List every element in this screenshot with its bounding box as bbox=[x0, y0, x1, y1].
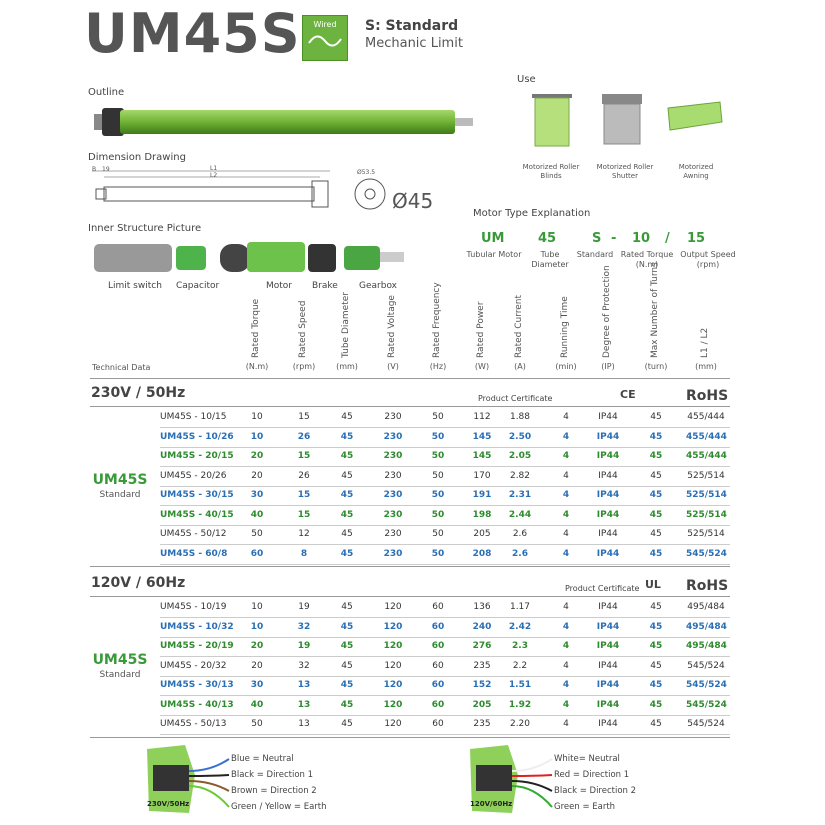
column-unit: (min) bbox=[555, 362, 577, 371]
value-cell: 230 bbox=[384, 470, 402, 481]
value-cell: 4 bbox=[562, 548, 570, 559]
group-end-rule bbox=[90, 566, 730, 567]
value-cell: 60 bbox=[431, 680, 445, 690]
roller-blind-image bbox=[528, 92, 576, 152]
value-cell: 545/524 bbox=[687, 660, 725, 671]
value-cell: 120 bbox=[383, 621, 403, 632]
value-cell: 15 bbox=[297, 509, 311, 520]
value-cell: 45 bbox=[340, 548, 354, 559]
value-cell: 45 bbox=[340, 699, 354, 710]
use-label-shutter: Motorized Roller Shutter bbox=[596, 163, 654, 180]
model-cell: UM45S - 20/26 bbox=[160, 470, 227, 481]
value-cell: 145 bbox=[472, 431, 492, 442]
value-cell: 45 bbox=[649, 680, 663, 690]
column-unit: (rpm) bbox=[292, 362, 316, 371]
table-row bbox=[160, 506, 730, 526]
value-cell: 45 bbox=[650, 660, 662, 671]
value-cell: 15 bbox=[297, 490, 311, 500]
value-cell: 230 bbox=[384, 412, 402, 422]
value-cell: 45 bbox=[649, 621, 663, 632]
model-cell: UM45S - 10/32 bbox=[160, 621, 234, 632]
value-cell: 10 bbox=[251, 602, 263, 612]
value-cell: 120 bbox=[383, 699, 403, 710]
value-cell: 45 bbox=[341, 602, 353, 612]
certificate-mark: RoHS bbox=[686, 388, 729, 404]
value-cell: 50 bbox=[251, 719, 263, 729]
value-cell: 525/514 bbox=[686, 509, 727, 520]
value-cell: 10 bbox=[250, 621, 264, 632]
value-cell: 45 bbox=[649, 431, 663, 442]
table-row bbox=[160, 545, 730, 565]
motor-type-heading: Motor Type Explanation bbox=[473, 208, 591, 219]
label-tubular-motor: Tubular Motor bbox=[466, 250, 522, 259]
value-cell: 2.6 bbox=[512, 548, 528, 559]
value-cell: 2.42 bbox=[508, 621, 532, 632]
table-row bbox=[160, 408, 730, 428]
value-cell: 2.44 bbox=[508, 509, 532, 520]
value-cell: 20 bbox=[251, 660, 263, 671]
value-cell: 10 bbox=[251, 412, 263, 422]
value-cell: 45 bbox=[341, 660, 353, 671]
certificate-mark: RoHS bbox=[686, 578, 729, 594]
value-cell: 50 bbox=[432, 529, 444, 539]
column-unit: (turn) bbox=[644, 362, 668, 371]
value-cell: IP44 bbox=[598, 529, 618, 539]
value-cell: 45 bbox=[340, 509, 354, 520]
column-unit: (N.m) bbox=[245, 362, 269, 371]
value-cell: 495/484 bbox=[686, 641, 727, 651]
value-cell: IP44 bbox=[598, 602, 618, 612]
group-rule bbox=[90, 596, 730, 597]
value-cell: 45 bbox=[340, 451, 354, 461]
value-cell: 205 bbox=[473, 529, 491, 539]
dimension-heading: Dimension Drawing bbox=[88, 152, 186, 163]
value-cell: 525/514 bbox=[687, 470, 725, 481]
model-cell: UM45S - 20/15 bbox=[160, 451, 234, 461]
value-cell: 2.20 bbox=[509, 719, 531, 729]
model-cell: UM45S - 40/15 bbox=[160, 509, 234, 520]
value-cell: 50 bbox=[432, 470, 444, 481]
value-cell: 198 bbox=[472, 509, 492, 520]
code-slash: / bbox=[665, 231, 670, 246]
motor-outline-image bbox=[90, 102, 480, 142]
model-cell: UM45S - 10/19 bbox=[160, 602, 227, 612]
value-cell: 1.17 bbox=[509, 602, 531, 612]
value-cell: 45 bbox=[341, 470, 353, 481]
model-cell: UM45S - 50/12 bbox=[160, 529, 227, 539]
value-cell: 32 bbox=[298, 660, 310, 671]
wire-label: Red = Direction 1 bbox=[554, 770, 630, 780]
value-cell: 4 bbox=[562, 641, 570, 651]
wire-label: Black = Direction 2 bbox=[554, 786, 637, 796]
value-cell: 545/524 bbox=[686, 680, 727, 690]
value-cell: 15 bbox=[297, 451, 311, 461]
value-cell: 230 bbox=[383, 490, 403, 500]
value-cell: 4 bbox=[563, 602, 569, 612]
roller-shutter-image bbox=[598, 92, 646, 152]
value-cell: 60 bbox=[431, 699, 445, 710]
column-unit: (W) bbox=[474, 362, 490, 371]
value-cell: IP44 bbox=[596, 490, 620, 500]
part-capacitor: Capacitor bbox=[176, 281, 220, 291]
end-view-drawing bbox=[352, 176, 388, 212]
table-row bbox=[160, 598, 730, 618]
column-header: Rated Torque bbox=[251, 298, 261, 358]
value-cell: 45 bbox=[341, 412, 353, 422]
value-cell: 120 bbox=[383, 641, 403, 651]
value-cell: 2.6 bbox=[512, 529, 528, 539]
value-cell: 45 bbox=[650, 719, 662, 729]
value-cell: IP44 bbox=[596, 680, 620, 690]
column-unit: (mm) bbox=[336, 362, 358, 371]
code-10: 10 bbox=[632, 231, 651, 246]
value-cell: 45 bbox=[650, 412, 662, 422]
label-tube-diameter: Tube Diameter bbox=[531, 250, 569, 269]
label-output-speed: Output Speed (rpm) bbox=[680, 250, 736, 269]
value-cell: 120 bbox=[383, 680, 403, 690]
value-cell: 45 bbox=[340, 680, 354, 690]
column-unit: (mm) bbox=[695, 362, 717, 371]
model-cell: UM45S - 20/32 bbox=[160, 660, 227, 671]
value-cell: 230 bbox=[383, 451, 403, 461]
value-cell: 19 bbox=[297, 641, 311, 651]
table-row bbox=[160, 467, 730, 487]
value-cell: 12 bbox=[298, 529, 310, 539]
value-cell: 20 bbox=[250, 451, 264, 461]
value-cell: 60 bbox=[432, 719, 444, 729]
inner-heading: Inner Structure Picture bbox=[88, 223, 202, 234]
column-header: L1 / L2 bbox=[700, 327, 710, 358]
value-cell: 525/514 bbox=[686, 490, 727, 500]
group-brand-sub: Standard bbox=[99, 490, 141, 500]
group-end-rule bbox=[90, 737, 730, 738]
value-cell: IP44 bbox=[598, 719, 618, 729]
value-cell: 170 bbox=[473, 470, 491, 481]
wire-label: Blue = Neutral bbox=[231, 754, 294, 764]
column-header: Rated Current bbox=[514, 294, 524, 358]
value-cell: 45 bbox=[650, 529, 662, 539]
value-cell: 4 bbox=[562, 621, 570, 632]
use-label-awning: Motorized Awning bbox=[678, 163, 714, 180]
value-cell: 30 bbox=[250, 490, 264, 500]
value-cell: IP44 bbox=[596, 509, 620, 520]
value-cell: 32 bbox=[297, 621, 311, 632]
value-cell: IP44 bbox=[596, 451, 620, 461]
group-brand: UM45S bbox=[92, 472, 148, 488]
table-row bbox=[160, 637, 730, 657]
wire-label: Brown = Direction 2 bbox=[231, 786, 317, 796]
value-cell: 50 bbox=[431, 548, 445, 559]
value-cell: 495/484 bbox=[686, 621, 727, 632]
code-45: 45 bbox=[538, 231, 557, 246]
value-cell: IP44 bbox=[596, 431, 620, 442]
column-unit: (IP) bbox=[601, 362, 615, 371]
value-cell: 60 bbox=[432, 602, 444, 612]
value-cell: 45 bbox=[649, 699, 663, 710]
table-row bbox=[160, 715, 730, 735]
model-cell: UM45S - 10/26 bbox=[160, 431, 234, 442]
wire-label: Black = Direction 1 bbox=[231, 770, 314, 780]
value-cell: IP44 bbox=[596, 548, 620, 559]
value-cell: 4 bbox=[562, 699, 570, 710]
dim-l2-label: L2 bbox=[210, 172, 218, 179]
value-cell: 4 bbox=[563, 529, 569, 539]
value-cell: 45 bbox=[340, 431, 354, 442]
value-cell: 455/444 bbox=[686, 431, 727, 442]
value-cell: 45 bbox=[650, 470, 662, 481]
model-cell: UM45S - 30/15 bbox=[160, 490, 234, 500]
certificate-mark: UL bbox=[645, 578, 661, 591]
voltage-heading: 120V / 60Hz bbox=[91, 575, 186, 591]
value-cell: 60 bbox=[431, 621, 445, 632]
model-cell: UM45S - 50/13 bbox=[160, 719, 227, 729]
value-cell: 45 bbox=[341, 719, 353, 729]
value-cell: 15 bbox=[298, 412, 310, 422]
part-gearbox: Gearbox bbox=[359, 281, 397, 291]
dim-b-label: B bbox=[92, 166, 97, 173]
value-cell: 525/514 bbox=[687, 529, 725, 539]
value-cell: 50 bbox=[431, 490, 445, 500]
value-cell: 2.3 bbox=[512, 641, 528, 651]
dim-big-dia: Ø45 bbox=[392, 189, 434, 213]
value-cell: 45 bbox=[649, 451, 663, 461]
value-cell: 45 bbox=[649, 548, 663, 559]
column-header: Degree of Protection bbox=[602, 265, 612, 358]
column-unit: (A) bbox=[514, 362, 526, 371]
value-cell: 1.92 bbox=[508, 699, 532, 710]
value-cell: 230 bbox=[383, 431, 403, 442]
value-cell: 208 bbox=[472, 548, 492, 559]
value-cell: 8 bbox=[300, 548, 308, 559]
group-rule bbox=[90, 406, 730, 407]
column-unit: (Hz) bbox=[429, 362, 447, 371]
value-cell: 120 bbox=[384, 719, 402, 729]
label-rated-torque: Rated Torque (N.m) bbox=[620, 250, 674, 269]
value-cell: 4 bbox=[563, 412, 569, 422]
value-cell: 136 bbox=[473, 602, 491, 612]
table-row bbox=[160, 657, 730, 677]
inner-structure-image bbox=[92, 238, 412, 278]
column-header: Rated Power bbox=[476, 301, 486, 358]
column-unit: (V) bbox=[387, 362, 399, 371]
model-cell: UM45S - 10/15 bbox=[160, 412, 227, 422]
model-cell: UM45S - 60/8 bbox=[160, 548, 228, 559]
model-cell: UM45S - 40/13 bbox=[160, 699, 234, 710]
value-cell: 145 bbox=[472, 451, 492, 461]
value-cell: 13 bbox=[297, 699, 311, 710]
value-cell: IP44 bbox=[598, 470, 618, 481]
value-cell: 2.50 bbox=[508, 431, 532, 442]
dim-small-dia: Ø53.5 bbox=[357, 169, 376, 176]
outline-heading: Outline bbox=[88, 87, 125, 98]
column-header: Max Number of Turns bbox=[650, 262, 660, 358]
value-cell: 60 bbox=[250, 548, 264, 559]
value-cell: 13 bbox=[298, 719, 310, 729]
value-cell: 19 bbox=[298, 602, 310, 612]
value-cell: 1.51 bbox=[508, 680, 532, 690]
value-cell: 205 bbox=[472, 699, 492, 710]
value-cell: 230 bbox=[384, 529, 402, 539]
label-standard: Standard bbox=[576, 250, 614, 259]
wired-badge bbox=[302, 15, 348, 61]
value-cell: 112 bbox=[473, 412, 491, 422]
value-cell: 20 bbox=[251, 470, 263, 481]
wire-label: Green = Earth bbox=[554, 802, 616, 812]
value-cell: 45 bbox=[340, 641, 354, 651]
column-header: Tube Diameter bbox=[341, 292, 351, 358]
table-row bbox=[160, 696, 730, 716]
model-cell: UM45S - 20/19 bbox=[160, 641, 234, 651]
table-row bbox=[160, 486, 730, 506]
value-cell: 455/444 bbox=[686, 451, 727, 461]
dim-19-label: 19 bbox=[102, 166, 110, 173]
table-row bbox=[160, 618, 730, 638]
column-header: Rated Speed bbox=[298, 300, 308, 358]
value-cell: 230 bbox=[383, 548, 403, 559]
value-cell: 455/444 bbox=[687, 412, 725, 422]
value-cell: 2.31 bbox=[508, 490, 532, 500]
value-cell: 50 bbox=[431, 509, 445, 520]
value-cell: 45 bbox=[341, 529, 353, 539]
value-cell: 4 bbox=[562, 490, 570, 500]
value-cell: 30 bbox=[250, 680, 264, 690]
part-brake: Brake bbox=[312, 281, 338, 291]
voltage-heading: 230V / 50Hz bbox=[91, 385, 186, 401]
code-um: UM bbox=[481, 231, 505, 246]
wired-label: Wired bbox=[313, 20, 337, 29]
value-cell: 240 bbox=[472, 621, 492, 632]
value-cell: 545/524 bbox=[686, 699, 727, 710]
value-cell: 4 bbox=[563, 470, 569, 481]
value-cell: 120 bbox=[384, 660, 402, 671]
code-dash: - bbox=[611, 231, 617, 246]
table-row bbox=[160, 525, 730, 545]
value-cell: 4 bbox=[562, 680, 570, 690]
value-cell: 191 bbox=[472, 490, 492, 500]
value-cell: 50 bbox=[431, 451, 445, 461]
group-brand-sub: Standard bbox=[99, 670, 141, 681]
value-cell: 45 bbox=[649, 509, 663, 520]
wire-label: Green / Yellow = Earth bbox=[231, 802, 327, 812]
value-cell: 50 bbox=[432, 412, 444, 422]
value-cell: IP44 bbox=[598, 412, 618, 422]
technical-data-label: Technical Data bbox=[92, 363, 151, 372]
value-cell: 2.2 bbox=[512, 660, 528, 671]
value-cell: 545/524 bbox=[687, 719, 725, 729]
wire-label: White= Neutral bbox=[554, 754, 620, 764]
value-cell: 26 bbox=[297, 431, 311, 442]
value-cell: 40 bbox=[250, 699, 264, 710]
value-cell: 50 bbox=[431, 431, 445, 442]
value-cell: 4 bbox=[562, 509, 570, 520]
certificate-mark: CE bbox=[620, 388, 636, 401]
table-row bbox=[160, 676, 730, 696]
value-cell: IP44 bbox=[596, 641, 620, 651]
value-cell: 40 bbox=[250, 509, 264, 520]
code-15: 15 bbox=[687, 231, 706, 246]
value-cell: 60 bbox=[431, 641, 445, 651]
certificate-label: Product Certificate bbox=[478, 394, 553, 403]
value-cell: 152 bbox=[472, 680, 492, 690]
table-row bbox=[160, 447, 730, 467]
value-cell: 495/484 bbox=[687, 602, 725, 612]
wiring-tag: 120V/60Hz bbox=[470, 800, 513, 808]
column-header: Rated Voltage bbox=[387, 295, 397, 358]
wiring-tag: 230V/50Hz bbox=[147, 800, 190, 808]
value-cell: 230 bbox=[383, 509, 403, 520]
standard-title: S: Standard bbox=[365, 18, 459, 34]
value-cell: IP44 bbox=[596, 699, 620, 710]
value-cell: 235 bbox=[473, 719, 491, 729]
code-s: S bbox=[592, 231, 602, 246]
value-cell: IP44 bbox=[598, 660, 618, 671]
part-motor: Motor bbox=[266, 281, 293, 291]
group-brand: UM45S bbox=[92, 652, 148, 669]
part-limit-switch: Limit switch bbox=[108, 281, 162, 291]
value-cell: 276 bbox=[472, 641, 492, 651]
value-cell: IP44 bbox=[596, 621, 620, 632]
value-cell: 45 bbox=[340, 490, 354, 500]
value-cell: 4 bbox=[562, 451, 570, 461]
certificate-label: Product Certificate bbox=[565, 584, 640, 593]
standard-subtitle: Mechanic Limit bbox=[365, 36, 463, 51]
column-header: Running Time bbox=[560, 296, 570, 358]
value-cell: 2.05 bbox=[508, 451, 532, 461]
value-cell: 26 bbox=[298, 470, 310, 481]
value-cell: 45 bbox=[649, 490, 663, 500]
value-cell: 235 bbox=[473, 660, 491, 671]
table-row bbox=[160, 428, 730, 448]
use-label-blinds: Motorized Roller Blinds bbox=[522, 163, 580, 180]
value-cell: 45 bbox=[649, 641, 663, 651]
value-cell: 13 bbox=[297, 680, 311, 690]
use-heading: Use bbox=[517, 74, 536, 85]
value-cell: 120 bbox=[384, 602, 402, 612]
wave-icon bbox=[305, 29, 345, 53]
awning-image bbox=[664, 98, 726, 142]
value-cell: 45 bbox=[340, 621, 354, 632]
header-rule bbox=[90, 378, 730, 379]
value-cell: 10 bbox=[250, 431, 264, 442]
value-cell: 4 bbox=[563, 660, 569, 671]
value-cell: 1.88 bbox=[509, 412, 531, 422]
product-title: UM45S bbox=[84, 2, 301, 65]
model-cell: UM45S - 30/13 bbox=[160, 680, 234, 690]
value-cell: 45 bbox=[650, 602, 662, 612]
dim-l1-label: L1 bbox=[210, 165, 218, 172]
value-cell: 4 bbox=[563, 719, 569, 729]
value-cell: 50 bbox=[251, 529, 263, 539]
value-cell: 2.82 bbox=[509, 470, 531, 481]
column-header: Rated Frequency bbox=[432, 282, 442, 358]
value-cell: 60 bbox=[432, 660, 444, 671]
value-cell: 20 bbox=[250, 641, 264, 651]
value-cell: 545/524 bbox=[686, 548, 727, 559]
value-cell: 4 bbox=[562, 431, 570, 442]
